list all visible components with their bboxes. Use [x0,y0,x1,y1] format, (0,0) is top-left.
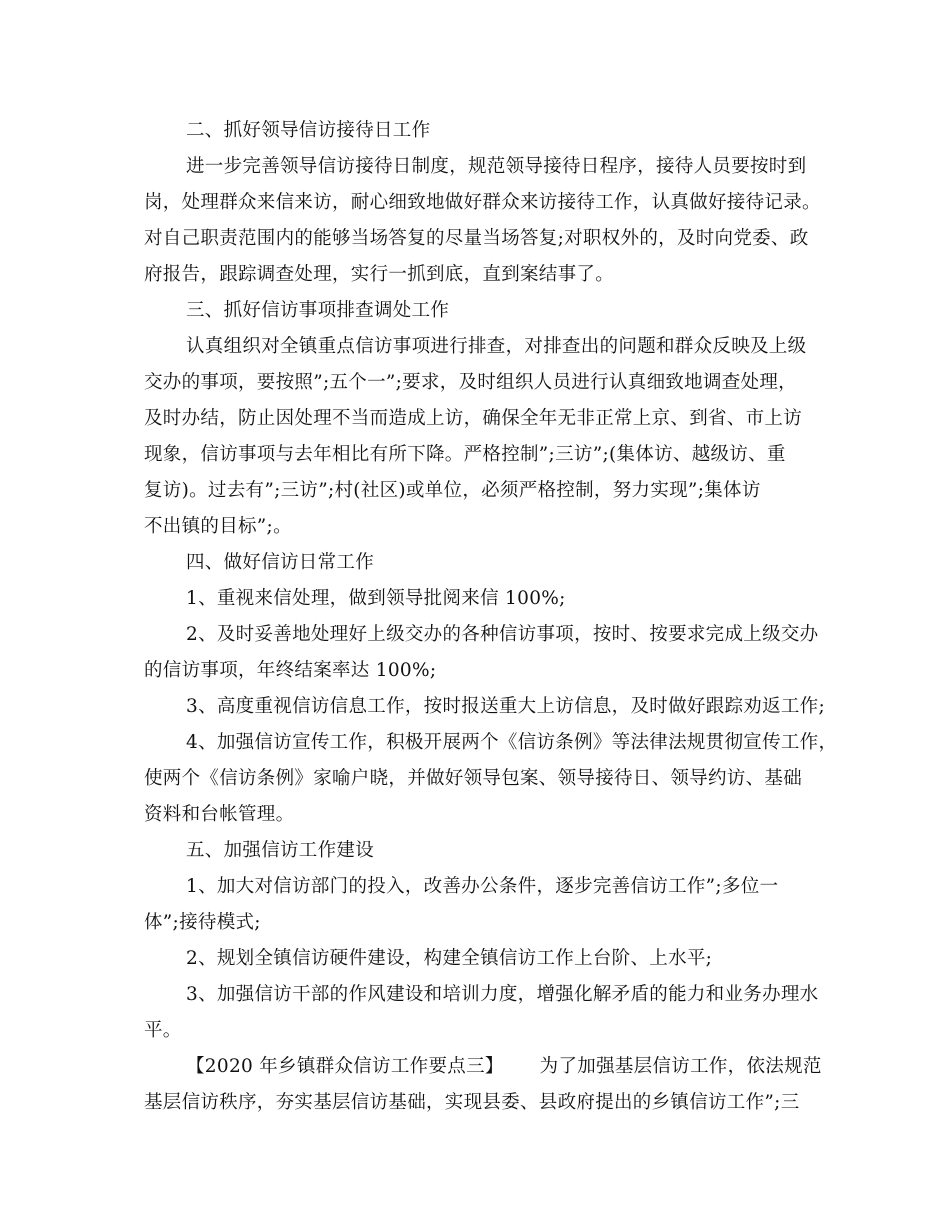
list-item: 3、加强信访干部的作风建设和培训力度，增强化解矛盾的能力和业务办理水 [186,984,819,1005]
paragraph-line: 交办的事项，要按照”;五个一”;要求，及时组织人员进行认真细致地调查处理， [144,372,797,393]
section-heading-2: 二、抓好领导信访接待日工作 [186,120,431,141]
list-item-continuation: 资料和台帐管理。 [144,804,295,825]
paragraph-line: 复访)。过去有”;三访”;村(社区)或单位，必须严格控制，努力实现”;集体访 [144,480,761,501]
paragraph-line: 不出镇的目标”;。 [144,516,292,537]
paragraph-line: 及时办结，防止因处理不当而造成上访，确保全年无非正常上京、到省、市上访 [144,408,803,429]
list-item: 1、加大对信访部门的投入，改善办公条件，逐步完善信访工作”;多位一 [186,876,779,897]
paragraph-line: 进一步完善领导信访接待日制度，规范领导接待日程序，接待人员要按时到 [186,156,807,177]
paragraph-line: 现象，信访事项与去年相比有所下降。严格控制”;三访”;(集体访、越级访、重 [144,444,786,465]
paragraph-line: 基层信访秩序，夯实基层信访基础，实现县委、县政府提出的乡镇信访工作”;三 [144,1092,800,1113]
list-item-continuation: 使两个《信访条例》家喻户晓，并做好领导包案、领导接待日、领导约访、基础 [144,768,803,789]
paragraph-line: 认真组织对全镇重点信访事项进行排查，对排查出的问题和群众反映及上级 [186,336,807,357]
list-item: 3、高度重视信访信息工作，按时报送重大上访信息，及时做好跟踪劝返工作; [186,696,826,717]
list-item: 2、规划全镇信访硬件建设，构建全镇信访工作上台阶、上水平; [186,948,713,969]
section-marker: 【2020 年乡镇群众信访工作要点三】 [186,1056,504,1077]
list-item-continuation: 平。 [144,1020,182,1041]
list-item-continuation: 体”;接待模式; [144,912,261,933]
paragraph-line: 岗，处理群众来信来访，耐心细致地做好群众来访接待工作，认真做好接待记录。 [144,192,821,213]
list-item: 2、及时妥善地处理好上级交办的各种信访事项，按时、按要求完成上级交办 [186,624,819,645]
section-marker-following-text: 为了加强基层信访工作，依法规范 [539,1056,822,1077]
list-item-continuation: 的信访事项，年终结案率达 100%; [144,660,437,681]
section-heading-3: 三、抓好信访事项排查调处工作 [186,300,450,321]
list-item: 1、重视来信处理，做到领导批阅来信 100%; [186,588,566,609]
section-heading-4: 四、做好信访日常工作 [186,552,375,573]
list-item: 4、加强信访宣传工作，积极开展两个《信访条例》等法律法规贯彻宣传工作， [186,732,838,753]
paragraph-line: 府报告，跟踪调查处理，实行一抓到底，直到案结事了。 [144,264,615,285]
paragraph-line: 对自己职责范围内的能够当场答复的尽量当场答复;对职权外的，及时向党委、政 [144,228,809,249]
section-marker-line [186,1054,822,1080]
section-heading-5: 五、加强信访工作建设 [186,840,375,861]
